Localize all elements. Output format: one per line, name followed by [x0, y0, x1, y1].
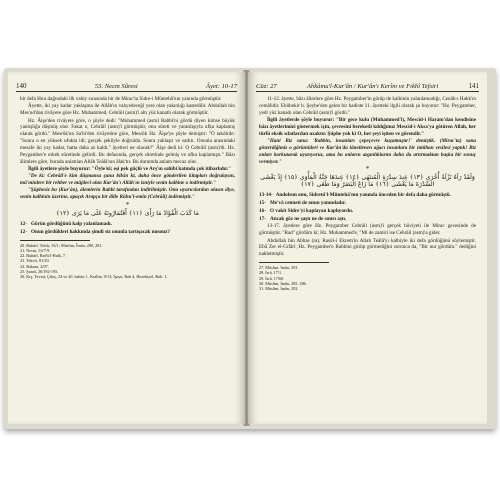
- right-page-juz: Cüz: 27: [256, 83, 277, 90]
- footnote: 20. Buhârî, Tefsîr, 53/1; Müslim, Îmân, 280, 281.: [20, 242, 103, 248]
- left-page-header: [16, 78, 237, 92]
- footnote: 22. Buhârî, Bed'ü'l-Halk, 7.: [20, 253, 67, 259]
- verse-number: 12-: [20, 220, 27, 227]
- paragraph: 13-17. âyetlere göre Hz. Peygamber Cebrâil (asm)'i gerçek hüviyeti ile Mirac gecesinde de görmüştür. "Rad" gördüm ki; Hz. Muhammed'e, "Mi de zamiri ise Cebrâil (asm)'a gider.: [259, 223, 476, 237]
- footnote: 21. Necm, 53/7-9.: [20, 247, 51, 253]
- paragraph: bir defa Hıra dağındaki ilk vahiy sırasında bir de Mirac'ta Sidre-i Müntehâ'nın yanında görmüştür.: [20, 96, 222, 102]
- verse-translation: [259, 200, 476, 207]
- star-divider: *: [365, 165, 370, 174]
- right-page-title: Ahkâmu'l-Kur'ân / Kur'ân'ı Kerîm ve Fıkhî Tefsiri: [306, 83, 439, 90]
- verse-text: Onun gördükleri hakkında şimdi siz onunla tartışacak mısınız?: [31, 228, 170, 235]
- footnote: 23. Tekvîr, 81/20.: [20, 258, 50, 264]
- right-page: [248, 72, 487, 424]
- left-page-number: 140: [16, 82, 27, 90]
- quote-paragraph: "Hani Biz sana: 'Rabbin, insanları çepeçevre kuşatmıştır!' demiştik. (Mirac'ta) sana gösterdiğimiz o görüntüleri ve Kur'ân'da lânetlenen ağacı insanlara bir imtihan vesilesi yaptık! Biz onları korkutarak uyarıyoruz, ama bu onların azgınlıklarını daha da artırmaktan başka bir sonuç vermiyor.": [259, 138, 476, 165]
- paragraph: Abdullah bin Abbas (ra), Rasûl-i Ekrem'in Allah Teâlâ'yı kalbiyle iki defa gördüğünü söylemiştir. Ebû Zer el-Gıfârî, Hz. Peygamber'e Rabbini görüp görmediğini sorunca da, "Bir nur gördüm." dediğini nakletmiştir.: [259, 237, 476, 258]
- right-page-body: [259, 96, 476, 292]
- footnote: 25. Şuarâ, 26/192-195.: [20, 269, 59, 275]
- footnote: 29. İsrâ, 17/60.: [259, 275, 285, 281]
- verse-text: Görün gördüğünü kalp yalanlamadı.: [31, 220, 112, 227]
- verse-text: O vakit Sidre'yi kaplayan kaplıyordu.: [270, 207, 354, 214]
- right-page-header: [256, 78, 479, 92]
- paragraph: İlgili âyetlere şöyle buyurur: "Öyle ki; eşi pek güçlü ve Arş'ın sahibi katında çok itibarlıdır.": [28, 165, 231, 172]
- verse-translation: [259, 216, 476, 223]
- footnote: 28. İsrâ, 17/1.: [259, 270, 283, 276]
- footnote: 30. Müslim, İmân, 285, 286.: [259, 280, 307, 286]
- star-divider: *: [125, 201, 130, 210]
- verse-number: 17-: [259, 215, 266, 222]
- verse-text: Me'vâ cenneti de onun yanındadır.: [270, 199, 346, 206]
- paragraph: Hz. Âişe'den rivâyete göre, o şöyle dedi: "Muhammed (asm) Rabbi'ni gördü diyen kimse büyük yanlışlığa düşmüş olur. Fakat o, Cebrâil (asm)'i görmüştür, onu sûreti ve yaratılışıyla ufku kaplamış olarak gördü." Mesrûk'un Sa'bi'den rivâyetine göre, Mesrûk Hz. Âişe'ye şöyle demiştir: "O takdirde: "Sonra o en yüksek ufukta idi; gerçek şekliyle doğrulda. Sonra yaklaştı ve sarktı. Onunla arasındaki mesafe iki yay kadar, hatta daha az kaldı." âyetleri ne olacak?" Âişe dedi ki: O Cebrâil (asm)'di. Hz. Peygamber'e erkek sûretinde gelirdi. Bu defasında, gerçek sûretinde gelmiş ve ufku kaplamıştı." Bâzı âlimlere göre, burada anlatılan Allâh Teâlâ'nın Hak'tır. Bu durumda anlam mecaz olur.: [20, 117, 235, 165]
- arabic-verse: وَلَقَدْ رَآهُ نَزْلَةً أُخْرَى ﴿١٣﴾ عِندَ سِدْرَةِ الْمُنتَهَى ﴿١٤﴾ عِندَهَا جَنَّةُ الْمَأْوَى ﴿١٥﴾ إِذْ يَغْشَى السِّدْرَةَ مَا يَغْشَى ﴿١٦﴾ مَا زَاغَ الْبَصَرُ وَمَا طَغَى ﴿١٧﴾: [260, 174, 475, 189]
- verse-translation: [20, 229, 235, 236]
- footnote-divider: [20, 240, 90, 241]
- footnote-divider: [259, 262, 329, 263]
- verse-translation: [259, 208, 476, 215]
- quote-paragraph: "De ki: Cebrâil'e kim düşmansa şunu bilsin ki, daha önce gönderilen kitapları doğrulayan, mü'minlere bir rehber ve müjdeci olan Kur'ân'ı Allâh'ın izniyle senin kalbine o indirmiştir.": [20, 173, 235, 187]
- verse-number: 13-14-: [259, 191, 273, 198]
- footnote: 27. Müslim, İmân, 291.: [259, 265, 299, 271]
- left-page-surah: 53. Necm Sûresi: [94, 83, 138, 90]
- footnote: 26. Krş. Tevrat, Çıkış, 24 ve 26. babla; 1. Krallar, 9/13; İşaya, Bab 4, Hezekiyel, Bab. 1.: [20, 274, 168, 280]
- paragraph: 11-12. âyette, bâzı âlimlere göre Hz. Peygamber'in görüp de kalbinin yalanlamadığı, Cenâb-ı Hakk'ın cemâlidir. Ebûbekir b. Şeybe'den gelen bir hadiste 11. âyetteki ilgili olarak şu buyurur: "Hz. Peygamber, yedi yüz kanadı olan Cebrâil (asm)'i gördü.": [259, 96, 476, 116]
- verse-translation: [20, 221, 235, 228]
- footnote: 31. Müslim, İmân, 292.: [259, 286, 299, 292]
- left-page-verses: Âyet: 10-17: [206, 83, 237, 90]
- verse-text: Ancak göz ne şaştı ne de sınırı aştı.: [270, 215, 347, 222]
- paragraph: İlgili âyetlerde şöyle buyurur: "Bir gece kulu (Muhammed'i), Mescid-i Haram'dan kendisine bâzı âyetlerimizi göstermek için, çevresini bereketli kıldığımız Mescid-i Aksa'ya götüren Allah, her türlü eksik sıfatlardan uzaktır. Şüphe yok ki O, her şeyi işiten ve görendir.": [259, 117, 476, 137]
- footnote: 24. Bakara, 2/97.: [20, 263, 49, 269]
- verse-number: 12-: [20, 228, 27, 235]
- verse-text: Andolsun onu, Sidretü'l-Müntehâ'nın yanında önceden bir defa daha görmüştü.: [275, 191, 451, 198]
- left-page-body: [20, 96, 235, 280]
- verse-translation: [259, 192, 476, 199]
- paragraph: Âyette, iki yay kadar yaklaşma ile Allâh'ın vahyedeceği yere olan yakınlığı kastedilir. Abdullah bin Mes'ud'dan rivâyete göre Hz. Muhammed, Cebrâil (asm)'i altı yüz kanatlı olarak görmüştür.: [20, 103, 235, 117]
- quote-paragraph: "Şüphesiz bu (Kur'ân), âlemlerin Rabbi tarafından indirilmiştir. Onu uyarıcılardan olasın diye, senin kalbinin üzerine, apaçık Arapça bir dille Rûhu'l-emîn (Cebrâil) indirmiştir.": [20, 187, 235, 201]
- verse-number: 16-: [259, 207, 266, 214]
- verse-number: 15-: [259, 199, 266, 206]
- left-page: [8, 72, 245, 424]
- arabic-verse: مَا كَذَبَ الْفُؤَادُ مَا رَأَى ﴿١١﴾ أَفَتُمَارُونَهُ عَلَى مَا يَرَى ﴿١٢﴾: [56, 210, 199, 217]
- right-page-number: 141: [468, 82, 479, 90]
